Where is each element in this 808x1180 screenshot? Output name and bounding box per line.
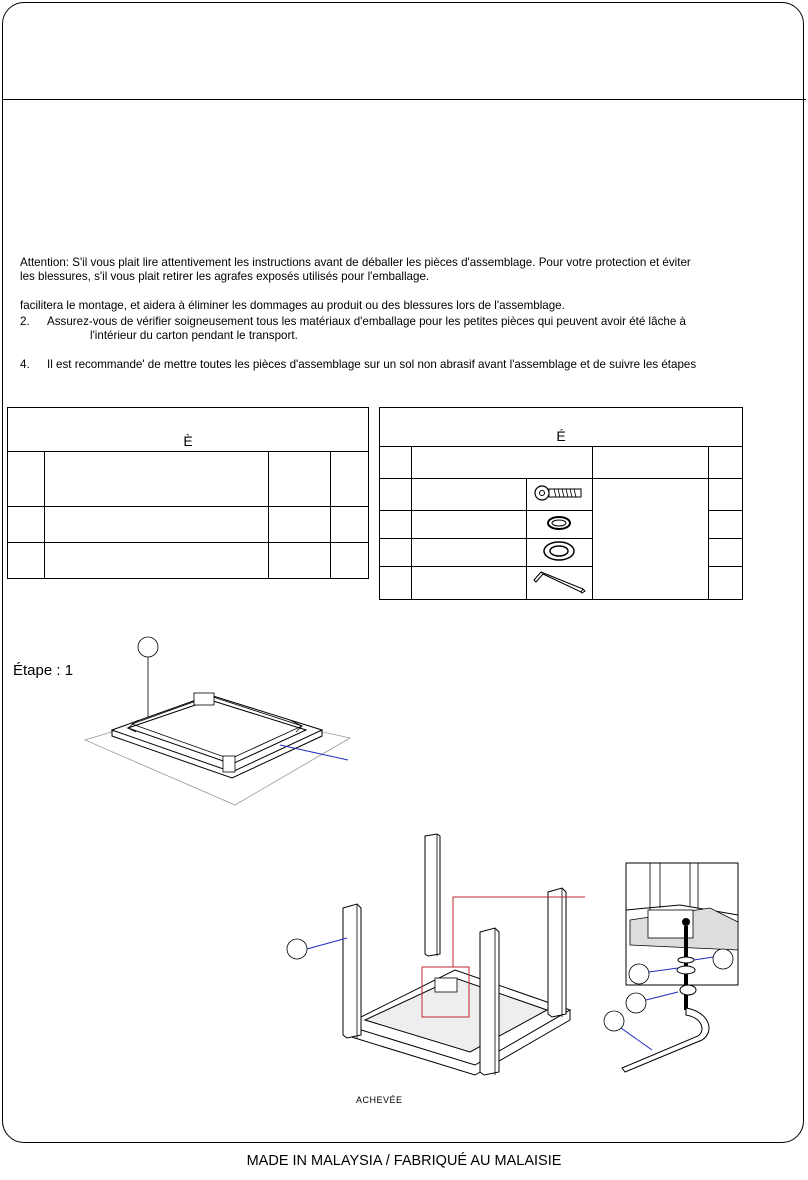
hardware-cell <box>412 511 527 539</box>
hardware-cell <box>412 539 527 567</box>
instruction-2-line-2: l'intérieur du carton pendant le transport. <box>90 329 298 342</box>
instruction-2-number: 2. <box>20 315 30 328</box>
flat-washer-icon <box>541 540 577 562</box>
instruction-4-text: Il est recommande' de mettre toutes les pièces d'assemblage sur un sol non abrasif avant l'assemblage et de suivre les étapes <box>47 358 697 371</box>
hardware-cell <box>708 567 742 600</box>
parts-cell <box>331 543 369 579</box>
parts-cell <box>8 543 45 579</box>
hardware-icon-cell <box>527 539 592 567</box>
parts-cell <box>269 507 331 543</box>
hardware-cell <box>708 479 742 511</box>
step-1-illustration <box>80 630 370 810</box>
leg-attachment-illustration <box>285 830 585 1085</box>
hardware-cell <box>592 479 708 600</box>
lock-washer-icon <box>544 514 574 532</box>
footer-text: MADE IN MALAYSIA / FABRIQUÉ AU MALAISIE <box>246 1153 562 1169</box>
hardware-table-heading: É <box>380 408 743 447</box>
hardware-cell <box>592 447 708 479</box>
hardware-cell <box>708 511 742 539</box>
hardware-cell <box>380 511 412 539</box>
instruction-1-continued: facilitera le montage, et aidera à éliminer les dommages au produit ou des blessures lors de l'assemblage. <box>20 299 565 312</box>
attention-line-2: les blessures, s'il vous plait retirer les agrafes exposés utilisés pour l'emballage. <box>20 270 430 283</box>
step-label: Étape : 1 <box>13 662 74 679</box>
completed-label: ACHEVÉE <box>356 1095 403 1105</box>
parts-cell <box>331 507 369 543</box>
parts-cell <box>8 507 45 543</box>
parts-cell <box>45 543 269 579</box>
hardware-cell <box>412 447 592 479</box>
instruction-4-number: 4. <box>20 358 30 371</box>
hardware-cell <box>412 479 527 511</box>
hardware-icon-cell <box>527 511 592 539</box>
parts-cell <box>8 452 45 507</box>
parts-cell <box>45 452 269 507</box>
hardware-cell <box>380 447 412 479</box>
hardware-detail-inset <box>590 860 745 1085</box>
hardware-icon-cell <box>527 567 592 600</box>
attention-line-1: Attention: S'il vous plait lire attentivement les instructions avant de déballer les pièces d'assemblage. Pour votre protection et éviter <box>20 256 691 269</box>
parts-cell <box>269 543 331 579</box>
hardware-cell <box>380 539 412 567</box>
parts-cell <box>45 507 269 543</box>
instruction-2-line-1: Assurez-vous de vérifier soigneusement tous les matériaux d'emballage pour les petites pièces qui peuvent avoir été lâche à <box>47 315 686 328</box>
hardware-cell <box>380 567 412 600</box>
bolt-icon <box>534 483 584 503</box>
hardware-cell <box>708 447 742 479</box>
hardware-cell <box>412 567 527 600</box>
parts-cell <box>269 452 331 507</box>
hardware-icon-cell <box>527 479 592 511</box>
hardware-table <box>379 407 743 600</box>
allen-key-icon <box>531 569 587 595</box>
parts-table <box>7 407 369 579</box>
parts-table-heading: È <box>8 408 369 452</box>
hardware-cell <box>380 479 412 511</box>
hardware-cell <box>708 539 742 567</box>
header-divider <box>2 99 806 100</box>
parts-cell <box>331 452 369 507</box>
